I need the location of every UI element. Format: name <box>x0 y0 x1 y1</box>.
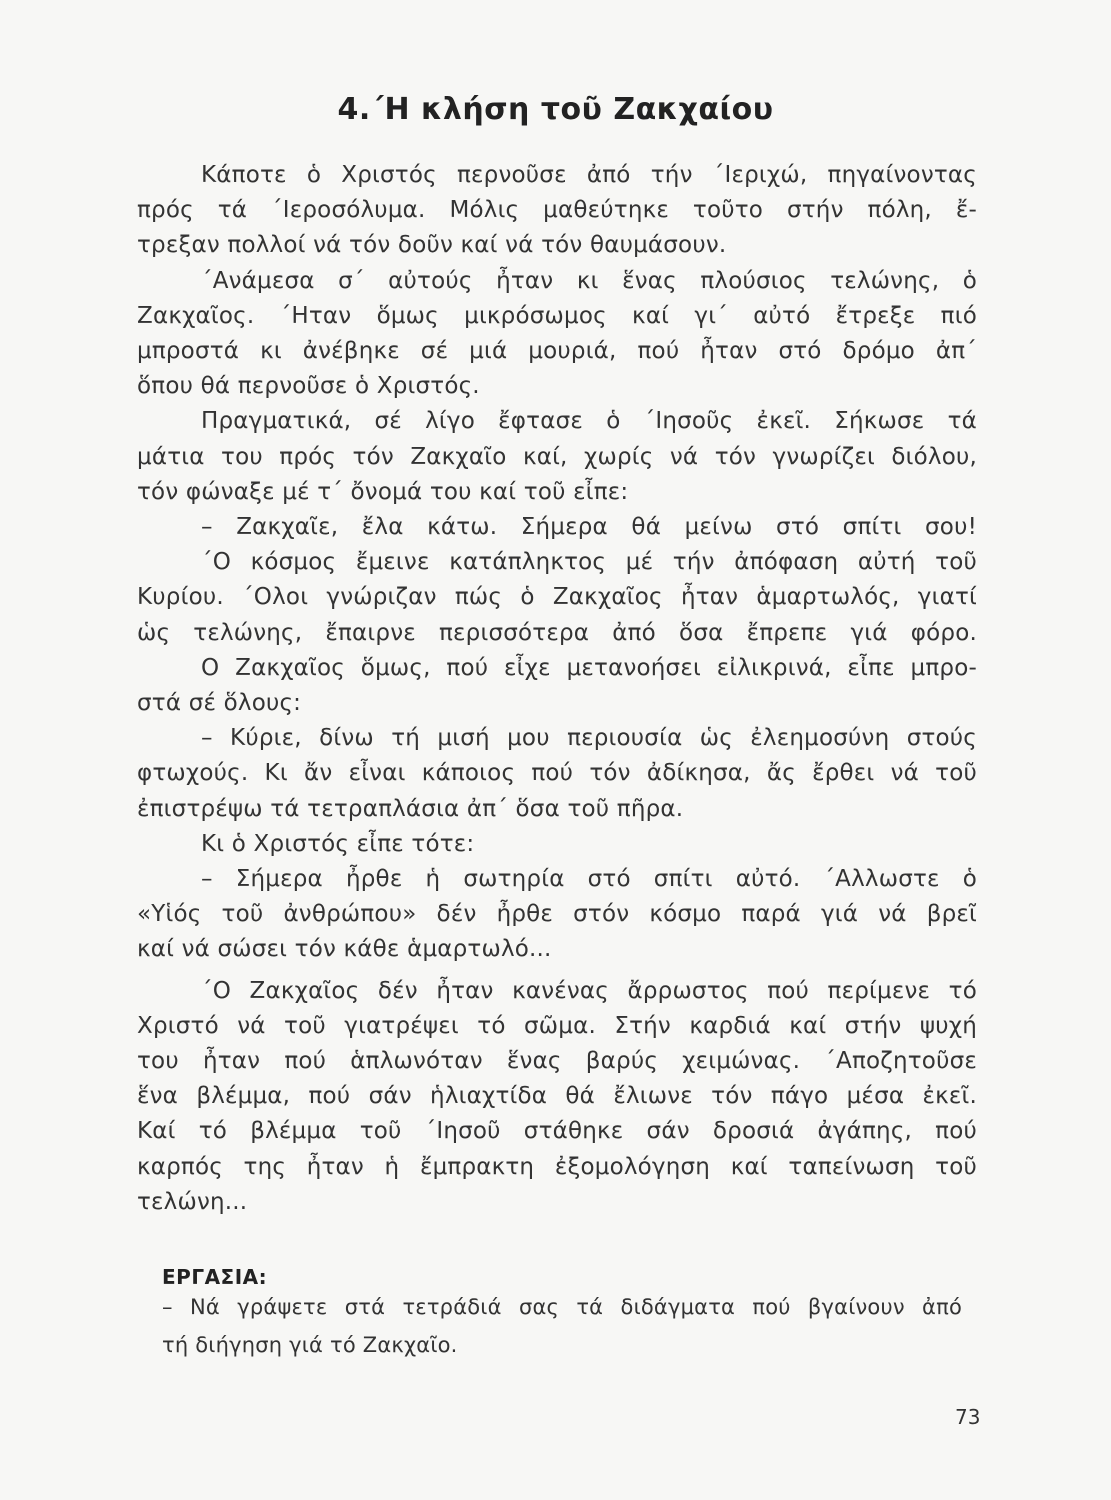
exercise-line: – Νά γράψετε στά τετράδιά σας τά διδάγματα πού βγαίνουν ἀπό <box>162 1295 962 1319</box>
text-line: ΄Ο Ζακχαῖος δέν ἦταν κανένας ἄρρωστος πού περίμενε τό <box>201 977 977 1004</box>
text-line: – Σήμερα ἦρθε ἡ σωτηρία στό σπίτι αὐτό. ΄Αλλωστε ὁ <box>201 866 977 892</box>
text-line: του ἦταν πού ἁπλωνόταν ἕνας βαρύς χειμώνας. ΄Αποζητοῦσε <box>137 1048 977 1074</box>
text-line: ΄Ανάμεσα σ΄ αὐτούς ἦταν κι ἕνας πλούσιος τελώνης, ὁ <box>201 267 977 294</box>
text-line: «Υἱός τοῦ ἀνθρώπου» δέν ἦρθε στόν κόσμο παρά γιά νά βρεῖ <box>137 901 977 928</box>
text-line: μπροστά κι ἀνέβηκε σέ μιά μουριά, πού ἦταν στό δρόμο ἀπ΄ <box>137 338 977 364</box>
text-line: Ζακχαῖος. ΄Ηταν ὅμως μικρόσωμος καί γι΄ αὐτό ἔτρεξε πιό <box>137 302 977 329</box>
text-line: τελώνη... <box>137 1188 248 1215</box>
page-number: 73 <box>955 1405 981 1429</box>
text-line: Κάποτε ὁ Χριστός περνοῦσε ἀπό τήν ΄Ιεριχώ, πηγαίνοντας <box>201 162 977 188</box>
page-title: 4.΄Η κλήση τοῦ Ζακχαίου <box>337 92 774 127</box>
text-line: καί νά σώσει τόν κάθε ἁμαρτωλό... <box>137 936 552 963</box>
text-line: καρπός της ἦταν ἡ ἔμπρακτη ἐξομολόγηση καί ταπείνωση τοῦ <box>137 1153 977 1180</box>
text-line: – Ζακχαῖε, ἔλα κάτω. Σήμερα θά μείνω στό σπίτι σου! <box>201 514 977 540</box>
text-line: Κι ὁ Χριστός εἶπε τότε: <box>201 830 475 857</box>
text-line: – Κύριε, δίνω τή μισή μου περιουσία ὡς ἐλεημοσύνη στούς <box>201 725 977 752</box>
text-line: φτωχούς. Κι ἄν εἶναι κάποιος πού τόν ἀδίκησα, ἄς ἔρθει νά τοῦ <box>137 760 977 787</box>
text-line: ἐπιστρέψω τά τετραπλάσια ἀπ΄ ὅσα τοῦ πῆρα. <box>137 795 684 822</box>
text-line: Χριστό νά τοῦ γιατρέψει τό σῶμα. Στήν καρδιά καί στήν ψυχή <box>137 1012 977 1039</box>
text-line: μάτια του πρός τόν Ζακχαῖο καί, χωρίς νά τόν γνωρίζει διόλου, <box>137 443 977 470</box>
text-line: ὡς τελώνης, ἔπαιρνε περισσότερα ἀπό ὅσα ἔπρεπε γιά φόρο. <box>137 619 977 646</box>
text-line: τόν φώναξε μέ τ΄ ὄνομά του καί τοῦ εἶπε: <box>137 478 629 505</box>
text-line: Πραγματικά, σέ λίγο ἔφτασε ὁ ΄Ιησοῦς ἐκεῖ. Σήκωσε τά <box>201 408 977 435</box>
text-line: πρός τά ΄Ιεροσόλυμα. Μόλις μαθεύτηκε τοῦτο στήν πόλη, ἔ- <box>137 197 977 224</box>
text-line: τρεξαν πολλοί νά τόν δοῦν καί νά τόν θαυμάσουν. <box>137 232 727 259</box>
text-line: ἕνα βλέμμα, πού σάν ἡλιαχτίδα θά ἔλιωνε τόν πάγο μέσα ἐκεῖ. <box>137 1083 977 1110</box>
exercise-line: τή διήγηση γιά τό Ζακχαῖο. <box>162 1333 458 1357</box>
text-line: ὅπου θά περνοῦσε ὁ Χριστός. <box>137 373 480 400</box>
text-line: Κυρίου. ΄Ολοι γνώριζαν πώς ὁ Ζακχαῖος ἦταν ἁμαρτωλός, γιατί <box>137 584 977 611</box>
text-line: στά σέ ὅλους: <box>137 690 302 716</box>
text-line: ΄Ο κόσμος ἔμεινε κατάπληκτος μέ τήν ἀπόφαση αὐτή τοῦ <box>201 549 977 576</box>
text-line: Ο Ζακχαῖος ὅμως, πού εἶχε μετανοήσει εἰλικρινά, εἶπε μπρο- <box>201 654 977 681</box>
text-line: Καί τό βλέμμα τοῦ ΄Ιησοῦ στάθηκε σάν δροσιά ἀγάπης, πού <box>137 1118 977 1145</box>
exercise-heading: ΕΡΓΑΣΙΑ: <box>162 1265 268 1289</box>
